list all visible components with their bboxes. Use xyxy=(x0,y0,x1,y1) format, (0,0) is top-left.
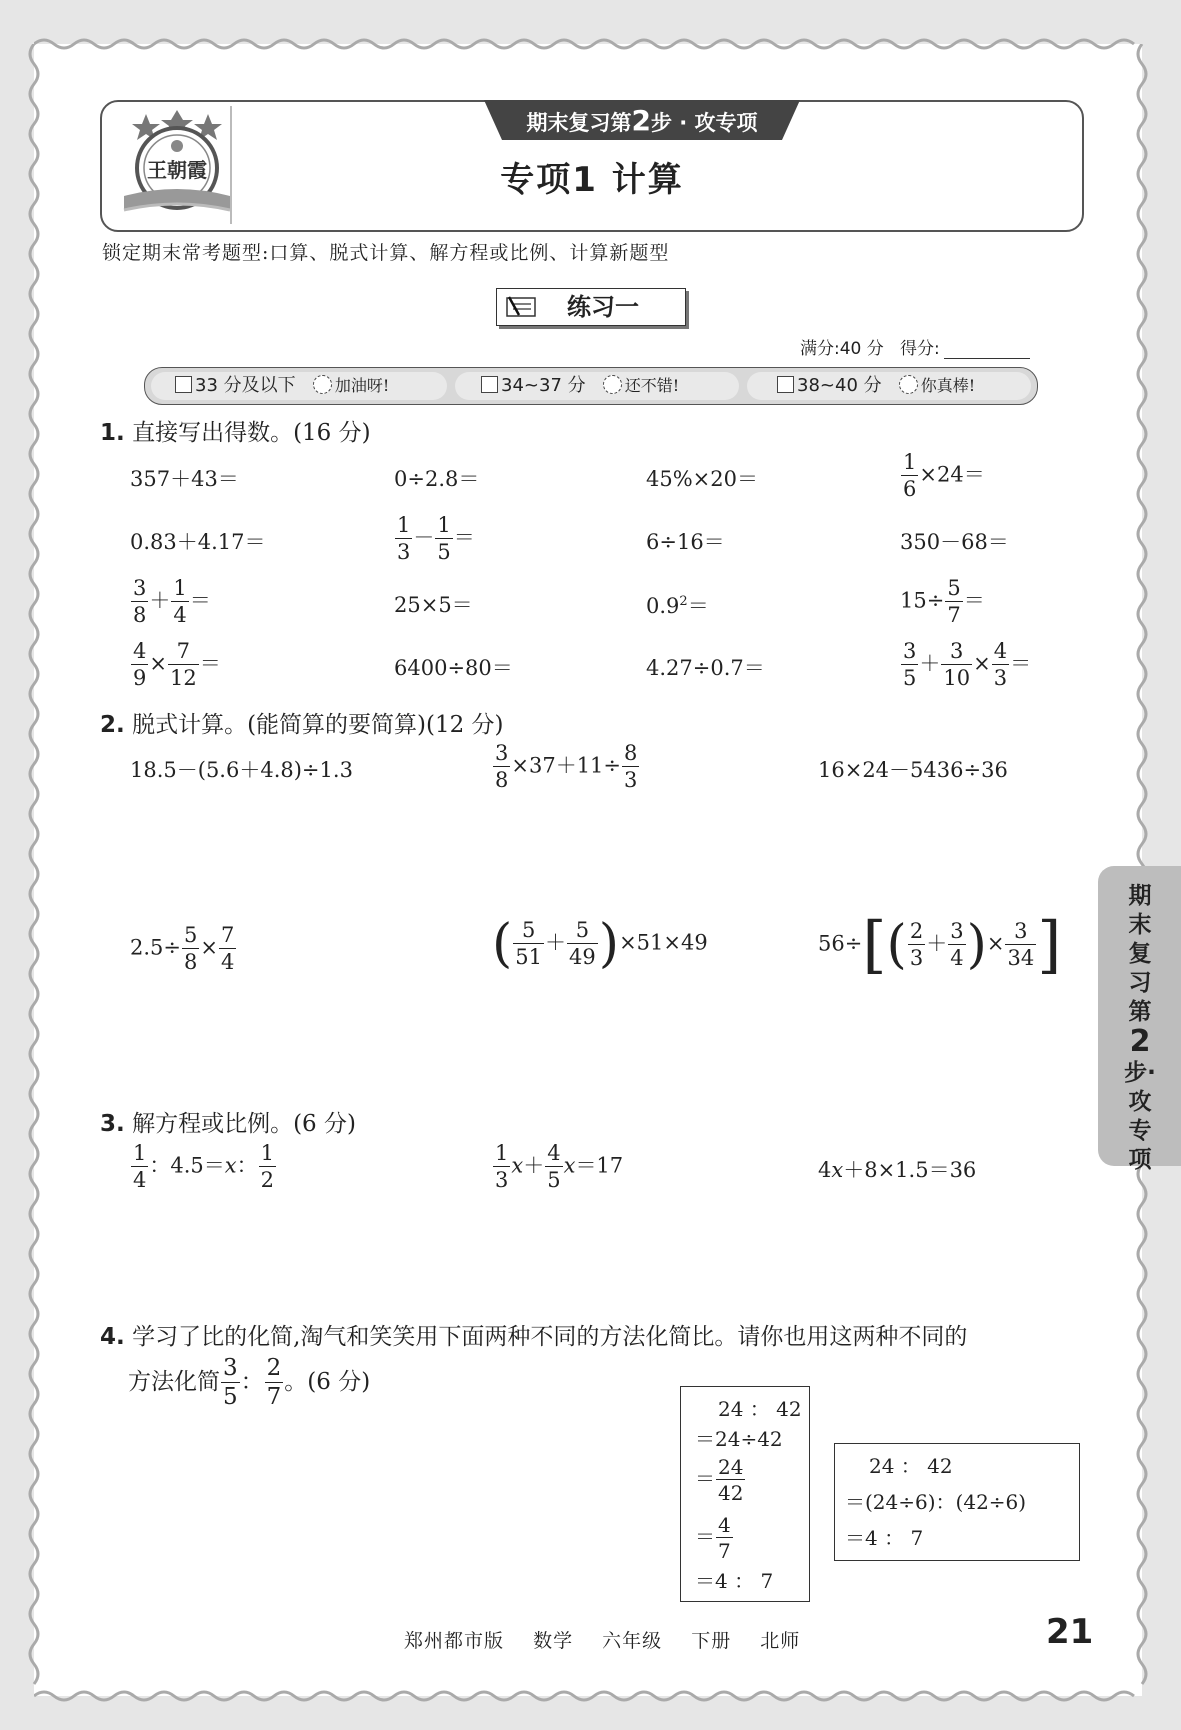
fraction: $\frac{4}{9}$ xyxy=(133,639,147,690)
q3-expression-2: $\frac{1}{3}$ x＋ $\frac{4}{5}$ x＝17 xyxy=(495,1141,624,1192)
notebook-pen-icon xyxy=(505,295,539,319)
q1-item: 25×5＝ xyxy=(394,593,473,617)
q3-expression-3: 4x＋8×1.5＝36 xyxy=(818,1158,977,1182)
fraction: $\frac{5}{49}$ xyxy=(569,918,596,969)
fraction: $\frac{4}{7}$ xyxy=(718,1513,731,1563)
fraction: $\frac{1}{3}$ xyxy=(495,1141,509,1192)
question-1-title: 1. 直接写出得数。(16 分) xyxy=(100,420,371,446)
fraction: $\frac{1}{6}$ xyxy=(903,450,917,501)
rating-option-1[interactable]: 33 分及以下 加油呀! xyxy=(175,368,389,404)
fraction: $\frac{3}{8}$ xyxy=(495,741,509,792)
footer-item: 六年级 xyxy=(602,1630,663,1652)
fraction: $\frac{1}{2}$ xyxy=(260,1141,274,1192)
method-1-line: 24 ： 42 xyxy=(718,1397,802,1421)
footer-item: 数学 xyxy=(533,1630,574,1652)
question-4-line-1: 4. 学习了比的化简,淘气和笑笑用下面两种不同的方法化简比。请你也用这两种不同的 xyxy=(100,1324,968,1350)
footer-item: 郑州都市版 xyxy=(404,1630,505,1652)
q1-item: $\frac{4}{9}$ × $\frac{7}{12}$ ＝ xyxy=(133,639,221,690)
method-1-line: ＝4 ： 7 xyxy=(695,1569,774,1593)
rating-option-3[interactable]: 38~40 分 你真棒! xyxy=(777,368,975,404)
header-box xyxy=(100,100,1084,232)
fraction: $\frac{3}{8}$ xyxy=(133,576,147,627)
score-line xyxy=(800,334,1030,359)
side-section-tab xyxy=(1098,866,1181,1173)
footer-item: 北师 xyxy=(760,1630,801,1652)
fraction: $\frac{24}{42}$ xyxy=(718,1455,744,1505)
q1-item: 15÷ $\frac{5}{7}$ ＝ xyxy=(900,576,985,627)
fraction: $\frac{5}{8}$ xyxy=(184,923,198,974)
fraction: $\frac{3}{5}$ xyxy=(903,639,917,690)
q1-item: 45%×20＝ xyxy=(646,467,758,491)
q1-item: $\frac{3}{8}$ ＋ $\frac{1}{4}$ ＝ xyxy=(133,576,211,627)
question-4-line-2: 方法化简 $\frac{3}{5}$ ： $\frac{2}{7}$ 。(6 分) xyxy=(128,1355,371,1410)
fraction: $\frac{3}{34}$ xyxy=(1007,919,1035,970)
q1-item: 6÷16＝ xyxy=(646,530,725,554)
q1-item: 357＋43＝ xyxy=(130,467,239,491)
face-icon xyxy=(313,375,332,394)
q1-item: 6400÷80＝ xyxy=(394,656,513,680)
q1-item: $0.9^2=$ xyxy=(646,594,709,618)
page-number: 21 xyxy=(1046,1612,1094,1652)
fraction: $\frac{1}{4}$ xyxy=(173,576,187,627)
q2-expression-1: 18.5－(5.6＋4.8)÷1.3 xyxy=(130,758,353,782)
method-2-box xyxy=(834,1443,1080,1561)
fraction: $\frac{2}{3}$ xyxy=(909,919,924,970)
rating-option-2[interactable]: 34~37 分 还不错! xyxy=(481,368,679,404)
question-3-title: 3. 解方程或比例。(6 分) xyxy=(100,1111,356,1137)
q1-item: $\frac{3}{5}$ ＋ $\frac{3}{10}$ × $\frac{4}{3}$ ＝ xyxy=(903,639,1032,690)
fraction: $\frac{4}{3}$ xyxy=(993,639,1008,690)
q2-expression-2: $\frac{3}{8}$ ×37＋11÷ $\frac{8}{3}$ xyxy=(495,741,638,792)
q1-item: 4.27÷0.7＝ xyxy=(646,656,765,680)
q2-expression-3: 16×24－5436÷36 xyxy=(818,758,1008,782)
svg-text:王朝霞: 王朝霞 xyxy=(147,158,207,182)
banner-title: 期末复习第2步 · 攻专项 xyxy=(526,104,758,137)
method-1-line: ＝ $\frac{4}{7}$ xyxy=(695,1513,731,1563)
score-label: 得分: xyxy=(899,339,940,359)
wavy-border-left xyxy=(26,44,42,1696)
method-2-line: ＝(24÷6)：(42÷6) xyxy=(845,1490,1027,1514)
fraction: $\frac{3}{4}$ xyxy=(950,919,964,970)
wavy-border-top xyxy=(34,36,1142,52)
page-title: 专项1 计算 xyxy=(500,160,684,200)
fraction: $\frac{1}{5}$ xyxy=(437,513,451,564)
method-2-line: 24 ： 42 xyxy=(869,1454,953,1478)
fraction: $\frac{8}{3}$ xyxy=(624,741,638,792)
face-icon xyxy=(603,375,622,394)
q2-expression-5: ( $\frac{5}{51}$ ＋ $\frac{5}{49}$ )×51×49 xyxy=(492,914,708,974)
fraction: $\frac{2}{7}$ xyxy=(266,1355,282,1410)
q1-item: 0.83＋4.17＝ xyxy=(130,530,266,554)
face-icon xyxy=(899,375,918,394)
score-blank[interactable] xyxy=(944,358,1030,359)
q1-item: $\frac{1}{6}$ ×24＝ xyxy=(903,450,985,501)
method-2-line: ＝4 ： 7 xyxy=(845,1526,924,1550)
q1-item: 0÷2.8＝ xyxy=(394,467,480,491)
method-1-box xyxy=(680,1386,810,1602)
fraction: $\frac{1}{3}$ xyxy=(397,513,411,564)
checkbox-icon[interactable] xyxy=(481,376,498,393)
checkbox-icon[interactable] xyxy=(175,376,192,393)
fraction: $\frac{7}{4}$ xyxy=(220,923,235,974)
fraction: $\frac{5}{51}$ xyxy=(515,918,543,969)
method-1-line: ＝ $\frac{24}{42}$ xyxy=(695,1455,744,1505)
q3-expression-1: $\frac{1}{4}$ ：4.5＝x： $\frac{1}{2}$ xyxy=(133,1141,274,1192)
method-1-line: ＝24÷42 xyxy=(695,1427,783,1451)
question-2-title: 2. 脱式计算。(能简算的要简算)(12 分) xyxy=(100,712,504,738)
checkbox-icon[interactable] xyxy=(777,376,794,393)
practice-heading xyxy=(496,288,686,326)
q2-expression-4: 2.5÷ $\frac{5}{8}$ × $\frac{7}{4}$ xyxy=(130,923,235,974)
fraction: $\frac{4}{5}$ xyxy=(547,1141,561,1192)
side-tab-label: 期末复习第2步·攻专项 xyxy=(1124,883,1156,1173)
q1-item: 350－68＝ xyxy=(900,530,1009,554)
fraction: $\frac{1}{4}$ xyxy=(133,1141,147,1192)
footer-item: 下册 xyxy=(691,1630,732,1652)
section-subtitle: 锁定期末常考题型:口算、脱式计算、解方程或比例、计算新题型 xyxy=(102,242,670,264)
wavy-border-bottom xyxy=(34,1688,1142,1704)
footer xyxy=(404,1626,822,1653)
fraction: $\frac{5}{7}$ xyxy=(947,576,961,627)
rating-bar xyxy=(144,367,1038,405)
full-score: 满分:40 分 xyxy=(800,339,884,359)
fraction: $\frac{3}{5}$ xyxy=(223,1355,238,1410)
q2-expression-6: 56÷[( $\frac{2}{3}$ ＋ $\frac{3}{4}$ )× $\frac{3}{34}$ ] xyxy=(818,908,1062,981)
fraction: $\frac{7}{12}$ xyxy=(169,639,197,690)
fraction: $\frac{3}{10}$ xyxy=(943,639,971,690)
q1-item: $\frac{1}{3}$ － $\frac{1}{5}$ ＝ xyxy=(397,513,475,564)
practice-label: 练习一 xyxy=(567,293,639,321)
